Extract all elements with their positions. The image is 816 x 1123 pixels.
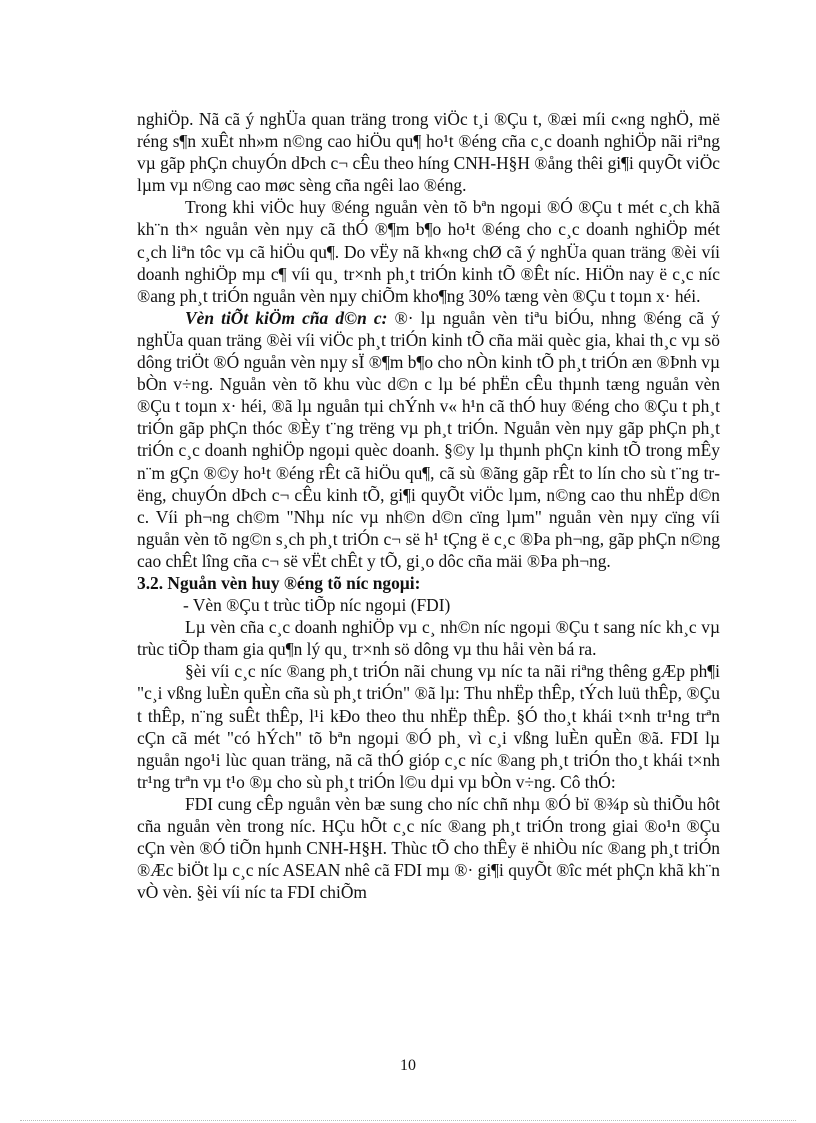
paragraph-6: FDI cung cÊp nguån vèn bæ sung cho níc chñ nhµ ®Ó bï ®¾p sù thiÕu hôt cña nguån vèn trong níc. HÇu hÕt c¸c níc ®ang ph¸t triÓn trong giai ®o¹n ®Çu cÇn vèn ®Ó tiÕn hµnh CNH-H§H. Thùc tÕ cho thÊy ë nhiÒu níc ®ang ph¸t triÓn ®Æc biÖt lµ c¸c níc ASEAN nhê cã FDI mµ ®· gi¶i quyÕt ®îc mét phÇn khã kh¨n vÒ vèn. §èi víi níc ta FDI chiÕm	[137, 793, 720, 903]
section-heading: 3.2. Nguån vèn huy ®éng tõ níc ngoµi:	[137, 572, 421, 593]
page-number: 10	[400, 1057, 416, 1074]
paragraph-4: Lµ vèn cña c¸c doanh nghiÖp vµ c¸ nh©n níc ngoµi ®Çu t sang níc kh¸c vµ trùc tiÕp tham gia qu¶n lý qu¸ tr×nh sö dông vµ thu håi vèn bá ra.	[137, 617, 720, 660]
paragraph-3-text: ®· lµ nguån vèn tiªu biÓu, nhng ®éng cã ý nghÜa quan träng ®èi víi viÖc ph¸t triÓn kinh tÕ cña mäi quèc gia, khai th¸c vµ sö dông triÖt ®Ó nguån vèn nµy sÏ ®¶m b¶o cho nÒn kinh tÕ ph¸t triÓn æn ®Þnh vµ bÒn v÷ng. Nguån vèn tõ khu vùc d©n c lµ bé phËn cÊu thµnh tæng nguån vèn ®Çu t toµn x· héi, ®ã lµ nguån tµi chÝnh v« h¹n cã thÓ huy ®éng cho ®Çu t ph¸t triÓn gãp phÇn thóc ®Èy t¨ng trëng vµ ph¸t triÓn. Nguån vèn nµy gãp phÇn ph¸t triÓn c¸c doanh nghiÖp ngoµi quèc doanh. §©y lµ thµnh phÇn kinh tÕ trong mÊy n¨m gÇn ®©y ho¹t ®éng rÊt cã hiÖu qu¶, cã sù ®ãng gãp rÊt to lín cho sù t¨ng trëng, chuyÓn dÞch c¬ cÊu kinh tÕ, gi¶i quyÕt viÖc lµm, n©ng cao thu nhËp d©n c. Víi ph¬ng ch©m "Nhµ níc vµ nh©n d©n cïng lµm" nguån vèn nµy cïng víi nguån vèn tõ ng©n s¸ch ph¸t triÓn c¬ së h¹ tÇng ë c¸c ®Þa ph¬ng, gãp phÇn n©ng cao chÊt lîng cña c¬ së vËt chÊt y tÕ, gi¸o dôc cña mäi ®Þa ph¬ng.	[137, 307, 720, 571]
page-bottom-rule	[20, 1120, 796, 1121]
paragraph-3	[137, 307, 720, 572]
page-body	[137, 108, 720, 903]
paragraph-5: §èi víi c¸c níc ®ang ph¸t triÓn nãi chung vµ níc ta nãi riªng thêng gÆp ph¶i "c¸i vßng luÈn quÈn cña sù ph¸t triÓn" ®ã lµ: Thu nhËp thÊp, tÝch luü thÊp, ®Çu t thÊp, n¨ng suÊt thÊp, l¹i kÐo theo thu nhËp thÊp. §Ó tho¸t khái t×nh tr¹ng trªn cÇn cã mét "có hÝch" tõ bªn ngoµi ®Ó ph¸ vì c¸i vßng luÈn quÈn ®ã. FDI lµ nguån ngo¹i lùc quan träng, nã cã thÓ gióp c¸c níc ®ang ph¸t triÓn tho¸t khái t×nh tr¹ng trªn vµ t¹o ®µ cho sù ph¸t triÓn l©u dµi vµ bÒn v÷ng. Cô thÓ:	[137, 661, 720, 792]
bold-italic-lead: Vèn tiÕt kiÖm cña d©n c:	[185, 307, 388, 328]
paragraph-2: Trong khi viÖc huy ®éng nguån vèn tõ bªn ngoµi ®Ó ®Çu t mét c¸ch khã kh¨n th× nguån vèn nµy cã thÓ ®¶m b¶o ho¹t ®éng cho c¸c doanh nghiÖp mét c¸ch liªn tôc vµ cã hiÖu qu¶. Do vËy nã kh«ng chØ cã ý nghÜa quan träng ®èi víi doanh nghiÖp mµ c¶ víi qu¸ tr×nh ph¸t triÓn kinh tÕ ®Êt níc. HiÖn nay ë c¸c níc ®ang ph¸t triÓn nguån vèn nµy chiÕm kho¶ng 30% tæng vèn ®Çu t toµn x· héi.	[137, 197, 720, 306]
sub-item: - Vèn ®Çu t trùc tiÕp níc ngoµi (FDI)	[183, 595, 451, 616]
paragraph-1: nghiÖp. Nã cã ý nghÜa quan träng trong viÖc t¸i ®Çu t, ®æi míi c«ng nghÖ, më réng s¶n xuÊt nh»m n©ng cao hiÖu qu¶ ho¹t ®éng cña c¸c doanh nghiÖp nãi riªng vµ gãp phÇn chuyÓn dÞch c¬ cÊu theo híng CNH-H§H ®ång thêi gi¶i quyÕt viÖc lµm vµ n©ng cao møc sèng cña ngêi lao ®éng.	[137, 109, 720, 196]
